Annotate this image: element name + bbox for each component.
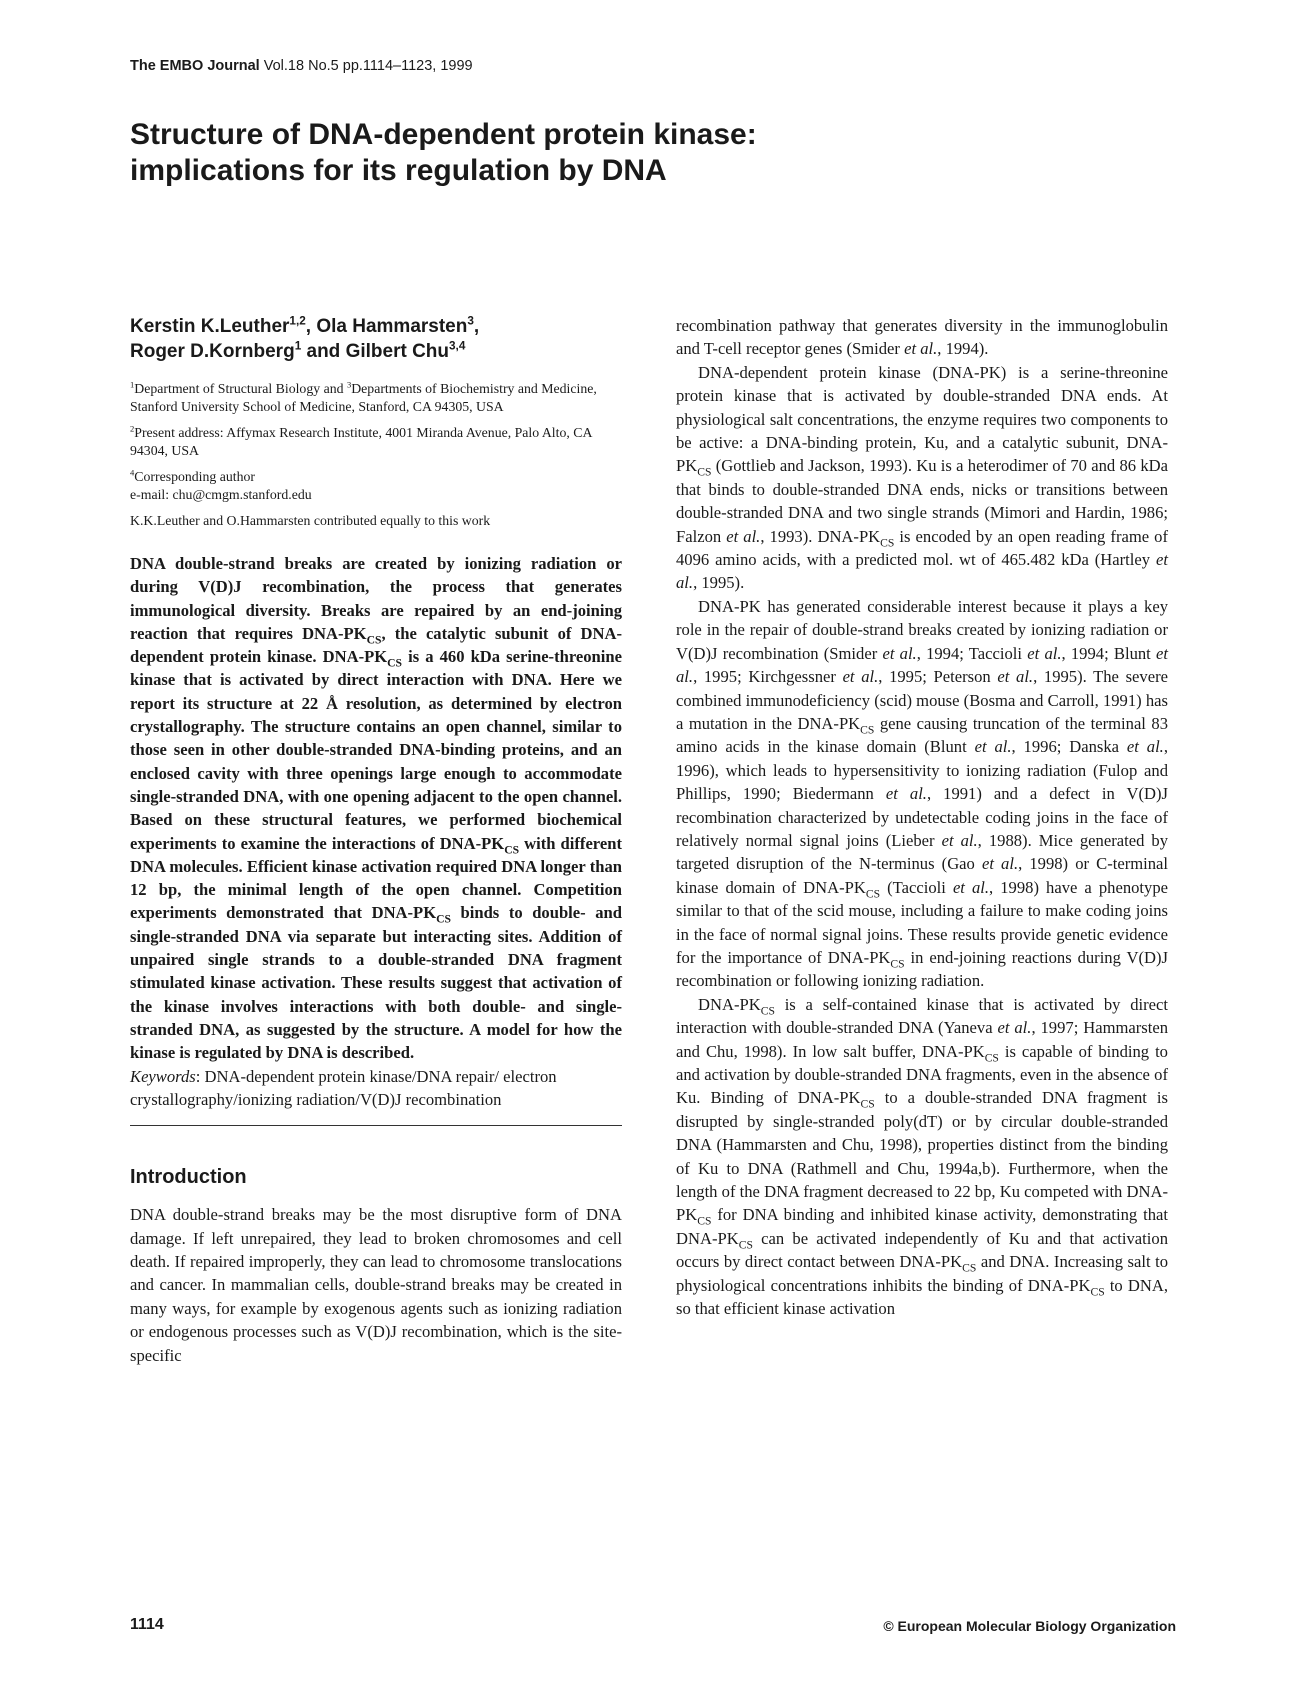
subscript: CS	[366, 633, 382, 647]
et-al: et al.	[676, 550, 1168, 593]
body-text: , 1998) have a phenotype similar to that of the scid mouse, including a failure to make coding joins in the face of normal signal joins. These results provide genetic evidence for the importance of DNA-PK	[676, 877, 1168, 967]
body-text: , 1995). The severe combined immunodeficiency (scid) mouse (Bosma and Carroll, 1991) has a mutation in the DNA-PK	[676, 667, 1168, 733]
subscript: CS	[504, 842, 520, 856]
subscript: CS	[387, 656, 403, 670]
subscript: CS	[1090, 1284, 1105, 1298]
subscript: CS	[697, 465, 712, 479]
title-line-2: implications for its regulation by DNA	[130, 154, 667, 187]
journal-citation	[130, 58, 473, 74]
body-text: for DNA binding and inhibited kinase activity, demonstrating that DNA-PK	[676, 1205, 1168, 1248]
affiliation-present-address	[130, 424, 622, 460]
subscript: CS	[697, 1214, 712, 1228]
abstract-text: binds to double- and single-stranded DNA via separate but interacting sites. Addition of unpaired single strands to a double-stranded DNA fragment stimulated kinase activation. These results suggest that activation of the kinase involves interactions with both double- and single-stranded DNA, as suggested by the structure. A model for how the kinase is regulated by DNA is described.	[130, 903, 622, 1063]
keywords-text: : DNA-dependent protein kinase/DNA repair/ electron crystallography/ionizing radiation/V(D)J recombination	[130, 1066, 557, 1109]
copyright-notice: © European Molecular Biology Organization	[883, 1618, 1176, 1634]
author-affiliation-mark: 3	[467, 314, 474, 328]
et-al: et al.	[981, 854, 1019, 874]
affiliation-primary	[130, 380, 622, 416]
body-text: , 1996; Danska	[1011, 737, 1127, 757]
body-text: DNA-dependent protein kinase (DNA-PK) is a serine-threonine protein kinase that is activated by double-stranded DNA ends. At physiological salt concentrations, the enzyme requires two components to be active: a DNA-binding protein, Ku, and a catalytic subunit, DNA-PK	[676, 362, 1168, 476]
subscript: CS	[760, 1004, 775, 1018]
body-text: in end-joining reactions during V(D)J recombination or following ionizing radiation.	[676, 947, 1168, 991]
body-text: DNA-PK	[698, 994, 761, 1014]
body-text: and DNA. Increasing salt to physiological concentrations inhibits the binding of DNA-PK	[676, 1252, 1168, 1295]
body-text: to DNA, so that efficient kinase activation	[676, 1275, 1168, 1319]
body-text: to a double-stranded DNA fragment is disrupted by single-stranded poly(dT) or by circular double-stranded DNA (Hammarsten and Chu, 1998), properties distinct from the binding of Ku to DNA (Rathmell and Chu, 1994a,b). Furthermore, when the length of the DNA fragment decreased to 22 bp, Ku competed with DNA-PK	[676, 1088, 1168, 1225]
introduction-heading: Introduction	[130, 1166, 247, 1189]
et-al: et al.	[1126, 737, 1164, 757]
subscript: CS	[962, 1261, 977, 1275]
right-column	[676, 314, 1168, 1320]
body-text: DNA-PK has generated considerable interest because it plays a key role in the repair of double-strand breaks created by ionizing radiation or V(D)J recombination (Smider	[676, 596, 1168, 663]
body-text: (Gottlieb and Jackson, 1993). Ku is a heterodimer of 70 and 86 kDa that binds to double-stranded DNA ends, nicks or transitions between double-stranded DNA and two single strands (Mimori and Hardin, 1986; Falzon	[676, 456, 1168, 546]
body-text: , 1993). DNA-PK	[760, 526, 881, 546]
left-column	[130, 314, 622, 1367]
body-text: can be activated independently of Ku and that activation occurs by direct contact between DNA-PK	[676, 1228, 1168, 1272]
body-text: (Taccioli	[880, 877, 953, 897]
keywords-label: Keywords	[130, 1066, 196, 1086]
et-al: et al.	[676, 643, 1168, 687]
et-al: et al.	[904, 339, 938, 359]
body-text: , 1998) or C-terminal kinase domain of DNA-PK	[676, 854, 1169, 897]
subscript: CS	[984, 1050, 999, 1064]
subscript: CS	[880, 535, 895, 549]
abstract-text: DNA double-strand breaks are created by ionizing radiation or during V(D)J recombination, the process that generates immunological diversity. Breaks are repaired by an end-joining reaction that requires DNA-PK	[130, 554, 622, 643]
subscript: CS	[860, 1097, 875, 1111]
body-text: gene causing truncation of the terminal 83 amino acids in the kinase domain (Blunt	[676, 713, 1168, 757]
keywords	[130, 1065, 622, 1112]
et-al: et al.	[997, 667, 1034, 687]
body-text: , 1996), which leads to hypersensitivity to ionizing radiation (Fulop and Phillips, 1990; Biedermann	[676, 737, 1168, 804]
article-title	[130, 117, 1130, 189]
body-text: , 1995; Peterson	[878, 667, 998, 687]
affiliation-text: Present address: Affymax Research Institute, 4001 Miranda Avenue, Palo Alto, CA 94304, USA	[130, 425, 592, 458]
et-al: et al.	[842, 667, 879, 687]
introduction-paragraph: DNA double-strand breaks may be the most disruptive form of DNA damage. If left unrepaired, they lead to broken chromosomes and cell death. If repaired improperly, they can lead to chromosome translocations and cancer. In mammalian cells, double-strand breaks may be created in many ways, for example by exogenous agents such as ionizing radiation or endogenous processes such as V(D)J recombination, which is the site-specific	[130, 1205, 622, 1365]
body-text: , 1994; Taccioli	[916, 643, 1028, 663]
author-affiliation-mark: 1,2	[289, 314, 306, 328]
body-paragraph	[676, 993, 1168, 1321]
body-paragraph	[676, 595, 1168, 993]
abstract-text: , the catalytic subunit of DNA-dependent protein kinase. DNA-PK	[130, 623, 622, 667]
body-text: , 1997; Hammarsten and Chu, 1998). In low salt buffer, DNA-PK	[676, 1018, 1169, 1061]
author-list: Kerstin K.Leuther$^{1,2}$, Ola Hammarsten$^3$, Roger D.Kornberg$^1$ and Gilbert Chu$^{3,4}$	[130, 314, 480, 362]
subscript: CS	[738, 1238, 753, 1252]
et-al: et al.	[952, 877, 990, 897]
body-paragraph	[676, 314, 1168, 361]
body-text: is encoded by an open reading frame of 4096 amino acids, with a predicted mol. wt of 465.482 kDa (Hartley	[676, 526, 1168, 570]
body-text: , 1995).	[693, 573, 745, 593]
body-text: , 1995; Kirchgessner	[693, 667, 843, 687]
body-paragraph	[676, 361, 1168, 595]
subscript: CS	[860, 723, 875, 737]
affiliation-text: Departments of Biochemistry and Medicine, Stanford University School of Medicine, Stanford, CA 94305, USA	[130, 381, 597, 414]
et-al: et al.	[997, 1018, 1032, 1038]
et-al: et al.	[974, 737, 1012, 757]
section-divider	[130, 1125, 622, 1126]
affiliation-text: Department of Structural Biology and	[134, 381, 347, 396]
subscript: CS	[890, 957, 905, 971]
corresponding-email: e-mail: chu@cmgm.stanford.edu	[130, 487, 312, 502]
corresponding-author-label: Corresponding author	[134, 469, 255, 484]
contribution-note: K.K.Leuther and O.Hammarsten contributed equally to this work	[130, 513, 491, 528]
affiliation-mark: 1	[130, 379, 135, 390]
abstract	[130, 552, 622, 1065]
affiliation-mark: 2	[130, 423, 135, 434]
body-text: , 1994).	[937, 339, 989, 359]
subscript: CS	[865, 887, 881, 901]
body-text: is a self-contained kinase that is activated by direct interaction with double-stranded DNA (Yaneva	[676, 994, 1168, 1038]
body-text: , 1994; Blunt	[1061, 643, 1157, 663]
et-al: et al.	[882, 643, 917, 663]
author-name: Kerstin K.Leuther	[130, 316, 290, 337]
author-name: and Gilbert Chu	[301, 341, 450, 362]
author-name: , Ola Hammarsten	[305, 316, 468, 337]
et-al: et al.	[1027, 643, 1062, 663]
journal-details: Vol.18 No.5 pp.1114–1123, 1999	[263, 58, 473, 74]
et-al: et al.	[726, 526, 761, 546]
title-line-1: Structure of DNA-dependent protein kinase:	[130, 118, 757, 151]
corresponding-author	[130, 468, 622, 504]
abstract-text: is a 460 kDa serine-threonine kinase that is activated by direct interaction with DNA. Here we report its structure at 22 Å resolution, as determined by electron crystallography. The structure contains an open channel, similar to those seen in other double-stranded DNA-binding proteins, and an enclosed cavity with three openings large enough to accommodate single-stranded DNA, with one opening adjacent to the open channel. Based on these structural features, we performed biochemical experiments to examine the interactions of DNA-PK	[130, 647, 622, 853]
body-text: recombination pathway that generates diversity in the immunoglobulin and T-cell receptor genes (Smider	[676, 316, 1168, 359]
affiliation-mark: 3	[346, 379, 352, 390]
et-al: et al.	[885, 784, 927, 804]
author-affiliation-mark: 3,4	[449, 339, 466, 353]
journal-name: The EMBO Journal	[130, 58, 260, 74]
et-al: et al.	[941, 830, 978, 850]
author-name: Roger D.Kornberg	[130, 341, 295, 362]
abstract-text: with different DNA molecules. Efficient kinase activation required DNA longer than 12 bp, the minimal length of the open channel. Competition experiments demonstrated that DNA-PK	[130, 833, 622, 923]
subscript: CS	[436, 912, 451, 926]
author-affiliation-mark: 1	[294, 339, 302, 353]
affiliation-mark: 4	[130, 467, 135, 478]
body-text: is capable of binding to and activation by double-stranded DNA fragments, even in the absence of Ku. Binding of DNA-PK	[676, 1041, 1168, 1108]
body-text: , 1991) and a defect in V(D)J recombination characterized by undetectable coding joins in the face of relatively normal signal joins (Lieber	[676, 784, 1168, 850]
body-text: , 1988). Mice generated by targeted disruption of the N-terminus (Gao	[676, 830, 1169, 874]
page-number: 1114	[130, 1616, 164, 1633]
